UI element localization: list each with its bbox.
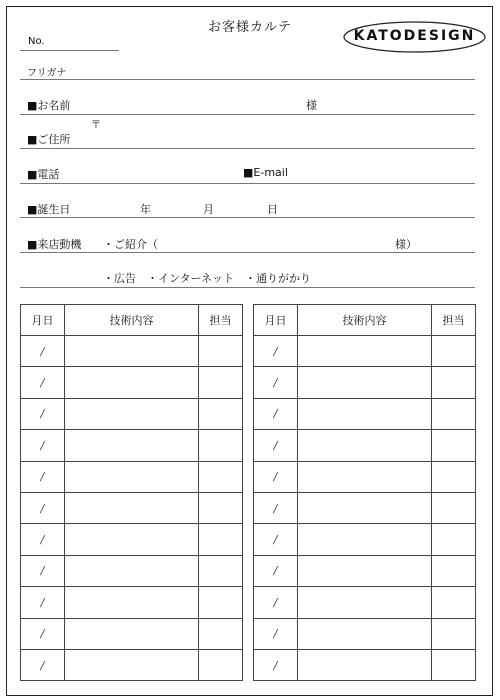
date-cell[interactable] [21,587,65,618]
date-cell[interactable] [21,461,65,492]
furigana-label: フリガナ [27,68,67,79]
service-cell[interactable] [65,649,199,680]
date-cell[interactable] [254,555,298,586]
table-row [254,524,476,555]
service-cell[interactable] [298,398,432,429]
date-slash: / [40,438,45,452]
date-slash: / [40,470,45,484]
visit-options: ・広告 ・インターネット ・通りがかり [103,272,312,285]
service-cell[interactable] [298,524,432,555]
service-cell[interactable] [65,524,199,555]
staff-cell[interactable] [199,398,243,429]
table-row [21,524,243,555]
service-cell[interactable] [65,367,199,398]
service-log-table-right [253,304,476,681]
service-cell[interactable] [65,492,199,523]
table-row [254,555,476,586]
staff-cell[interactable] [432,398,476,429]
service-cell[interactable] [298,649,432,680]
postal-mark: 〒 [91,120,101,131]
date-slash: / [273,438,278,452]
staff-cell[interactable] [432,492,476,523]
date-cell[interactable] [254,618,298,649]
birthday-field-line[interactable] [20,217,475,218]
date-cell[interactable] [254,524,298,555]
date-cell[interactable] [21,524,65,555]
date-slash: / [273,344,278,358]
date-slash: / [40,344,45,358]
date-cell[interactable] [254,587,298,618]
service-log-table-left [20,304,243,681]
table-row [254,461,476,492]
date-cell[interactable] [254,492,298,523]
date-slash: / [273,564,278,578]
date-cell[interactable] [254,367,298,398]
no-label: No. [28,36,45,47]
referral-option: ・ご紹介（ [103,238,158,251]
service-cell[interactable] [65,618,199,649]
table-row [254,430,476,461]
staff-cell[interactable] [432,649,476,680]
staff-cell[interactable] [432,524,476,555]
staff-cell[interactable] [199,587,243,618]
staff-cell[interactable] [432,555,476,586]
name-label: ■お名前 [27,99,71,112]
table-row [21,618,243,649]
options-field-line [20,287,475,288]
furigana-field-line[interactable] [20,79,475,80]
service-cell[interactable] [65,587,199,618]
staff-cell[interactable] [199,367,243,398]
service-header: 技術内容 [298,305,432,336]
date-slash: / [40,407,45,421]
service-cell[interactable] [298,618,432,649]
date-cell[interactable] [21,555,65,586]
staff-cell[interactable] [432,587,476,618]
date-slash: / [40,533,45,547]
service-cell[interactable] [298,587,432,618]
service-cell[interactable] [298,555,432,586]
date-slash: / [273,376,278,390]
date-slash: / [40,564,45,578]
table-row [21,367,243,398]
no-field-line[interactable] [20,50,119,51]
table-row [21,336,243,367]
address-field-line[interactable] [20,148,475,149]
table-row [254,336,476,367]
service-cell[interactable] [65,555,199,586]
address-label: ■ご住所 [27,133,71,146]
staff-cell[interactable] [432,461,476,492]
table-row [21,430,243,461]
date-slash: / [40,627,45,641]
table-row [21,587,243,618]
birthday-year: 年 [140,203,151,216]
table-row [21,492,243,523]
date-slash: / [273,595,278,609]
date-cell[interactable] [21,618,65,649]
contact-field-line[interactable] [20,183,475,184]
staff-cell[interactable] [432,618,476,649]
table-row [21,649,243,680]
service-cell[interactable] [298,492,432,523]
table-row [254,618,476,649]
date-slash: / [273,470,278,484]
birthday-label: ■誕生日 [27,203,71,216]
date-slash: / [273,627,278,641]
date-cell[interactable] [21,367,65,398]
staff-cell[interactable] [199,430,243,461]
referral-suffix: 様） [395,238,417,251]
date-cell[interactable] [254,336,298,367]
staff-cell[interactable] [199,555,243,586]
date-cell[interactable] [254,649,298,680]
birthday-day: 日 [267,203,278,216]
date-slash: / [273,407,278,421]
table-row [254,587,476,618]
staff-cell[interactable] [199,649,243,680]
date-slash: / [273,533,278,547]
table-row [254,492,476,523]
date-slash: / [40,376,45,390]
service-cell[interactable] [298,430,432,461]
logo-text: KATODESIGN [353,28,476,44]
service-cell[interactable] [65,398,199,429]
staff-cell[interactable] [432,430,476,461]
staff-cell[interactable] [199,492,243,523]
staff-header: 担当 [199,305,243,336]
table-row [254,398,476,429]
table-row [254,367,476,398]
staff-cell[interactable] [199,336,243,367]
name-field-line[interactable] [20,114,475,115]
date-header: 月日 [254,305,298,336]
table-header-row [21,305,243,336]
table-row [21,555,243,586]
name-honorific: 様 [306,99,317,112]
table-row [21,461,243,492]
service-header: 技術内容 [65,305,199,336]
staff-header: 担当 [432,305,476,336]
service-cell[interactable] [65,336,199,367]
service-cell[interactable] [298,367,432,398]
phone-label: ■電話 [27,168,60,181]
date-cell[interactable] [21,398,65,429]
date-cell[interactable] [21,492,65,523]
staff-cell[interactable] [199,461,243,492]
table-header-row [254,305,476,336]
date-slash: / [40,501,45,515]
page-title: お客様カルテ [207,20,292,35]
date-slash: / [273,658,278,672]
staff-cell[interactable] [432,336,476,367]
staff-cell[interactable] [199,524,243,555]
date-slash: / [40,595,45,609]
date-header: 月日 [21,305,65,336]
table-row [21,398,243,429]
date-slash: / [40,658,45,672]
service-cell[interactable] [298,336,432,367]
referral-field-line[interactable] [20,252,475,253]
service-cell[interactable] [298,461,432,492]
table-row [254,649,476,680]
date-cell[interactable] [21,649,65,680]
date-slash: / [273,501,278,515]
birthday-month: 月 [203,203,214,216]
date-cell[interactable] [254,398,298,429]
date-cell[interactable] [21,430,65,461]
staff-cell[interactable] [199,618,243,649]
date-cell[interactable] [254,461,298,492]
visit-reason-label: ■来店動機 [27,238,82,251]
service-cell[interactable] [65,461,199,492]
service-cell[interactable] [65,430,199,461]
date-cell[interactable] [21,336,65,367]
staff-cell[interactable] [432,367,476,398]
date-cell[interactable] [254,430,298,461]
email-label: ■E-mail [243,166,288,179]
